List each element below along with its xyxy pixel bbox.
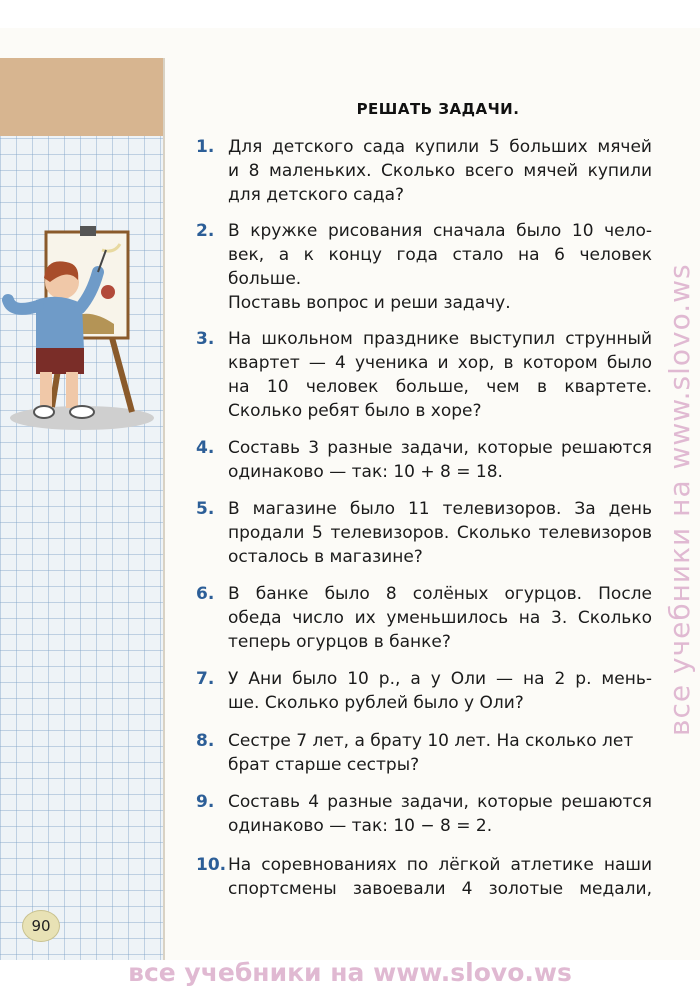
task-text (228, 667, 652, 715)
task-number: 6. (196, 584, 215, 604)
task-text-line: продали 5 телевизоров. Сколько телевизоров (228, 523, 652, 543)
boy-arm-back (8, 300, 38, 309)
easel-clip (80, 226, 96, 236)
boy-shorts (36, 348, 84, 374)
task-number: 10. (196, 855, 227, 875)
task-text-line: одинаково — так: 10 − 8 = 2. (228, 816, 493, 836)
task-text-line: В магазине было 11 телевизоров. За день (228, 499, 652, 519)
task-text-line: век, а к концу года стало на 6 человек (228, 245, 652, 265)
task-text-line: больше. (228, 269, 302, 289)
task-number: 3. (196, 329, 215, 349)
task-number: 5. (196, 499, 215, 519)
boy-shoe-left (34, 406, 54, 418)
tan-header-block (0, 58, 163, 136)
task-text-line: для детского сада? (228, 185, 405, 205)
task-number: 8. (196, 731, 215, 751)
task-text-line: осталось в магазине? (228, 547, 423, 567)
task-number: 9. (196, 792, 215, 812)
task-number: 2. (196, 221, 215, 241)
task-number: 1. (196, 137, 215, 157)
vertical-watermark: все учебники на www.slovo.ws (663, 263, 696, 737)
task-number: 4. (196, 438, 215, 458)
task-text-line: на 10 человек больше, чем в квартете. (228, 377, 652, 397)
task-text-line: Составь 3 разные задачи, которые решаются (228, 438, 652, 458)
task-text-line: На соревнованиях по лёгкой атлетике наши (228, 855, 652, 875)
task-text (228, 729, 652, 777)
task-text-line: Для детского сада купили 5 больших мячей (228, 137, 652, 157)
task-text-line: У Ани было 10 р., а у Оли — на 2 р. мень- (228, 669, 652, 689)
task-text-line: и 8 маленьких. Сколько всего мячей купили (228, 161, 652, 181)
page-title: РЕШАТЬ ЗАДАЧИ. (356, 100, 520, 118)
task-text-line: В кружке рисования сначала было 10 чело- (228, 221, 652, 241)
task-text (228, 853, 652, 901)
task-text-line: Сколько ребят было в хоре? (228, 401, 482, 421)
task-text (228, 790, 652, 838)
task-text (228, 436, 652, 484)
task-text-line: квартет — 4 ученика и хор, в котором было (228, 353, 652, 373)
task-text-line: брат старше сестры? (228, 755, 420, 775)
boy-shoe-right (70, 406, 94, 418)
task-text-line: В банке было 8 солёных огурцов. После (228, 584, 652, 604)
task-text-line: Поставь вопрос и реши задачу. (228, 293, 511, 313)
boy-painting-illustration (2, 222, 162, 432)
boy-leg-right (66, 372, 78, 408)
task-text (228, 219, 652, 315)
task-text-line: теперь огурцов в банке? (228, 632, 451, 652)
margin-divider (163, 58, 165, 960)
task-number: 7. (196, 669, 215, 689)
task-text-line: Составь 4 разные задачи, которые решаются (228, 792, 652, 812)
task-text (228, 135, 652, 207)
task-text-line: На школьном празднике выступил струнный (228, 329, 652, 349)
task-text-line: Сестре 7 лет, а брату 10 лет. На сколько лет (228, 731, 634, 751)
page-number: 90 (22, 910, 60, 942)
grid-margin-strip (0, 58, 163, 960)
painted-flower (101, 285, 115, 299)
task-text-line: спортсмены завоевали 4 золотые медали, (228, 879, 652, 899)
task-text-line: ше. Сколько рублей было у Оли? (228, 693, 524, 713)
task-text (228, 582, 652, 654)
task-text-line: обеда число их уменьшилось на 3. Сколько (228, 608, 652, 628)
task-text-line: одинаково — так: 10 + 8 = 18. (228, 462, 503, 482)
task-text (228, 327, 652, 423)
bottom-watermark: все учебники на www.slovo.ws (128, 958, 572, 987)
task-text (228, 497, 652, 569)
boy-leg-left (40, 372, 52, 408)
